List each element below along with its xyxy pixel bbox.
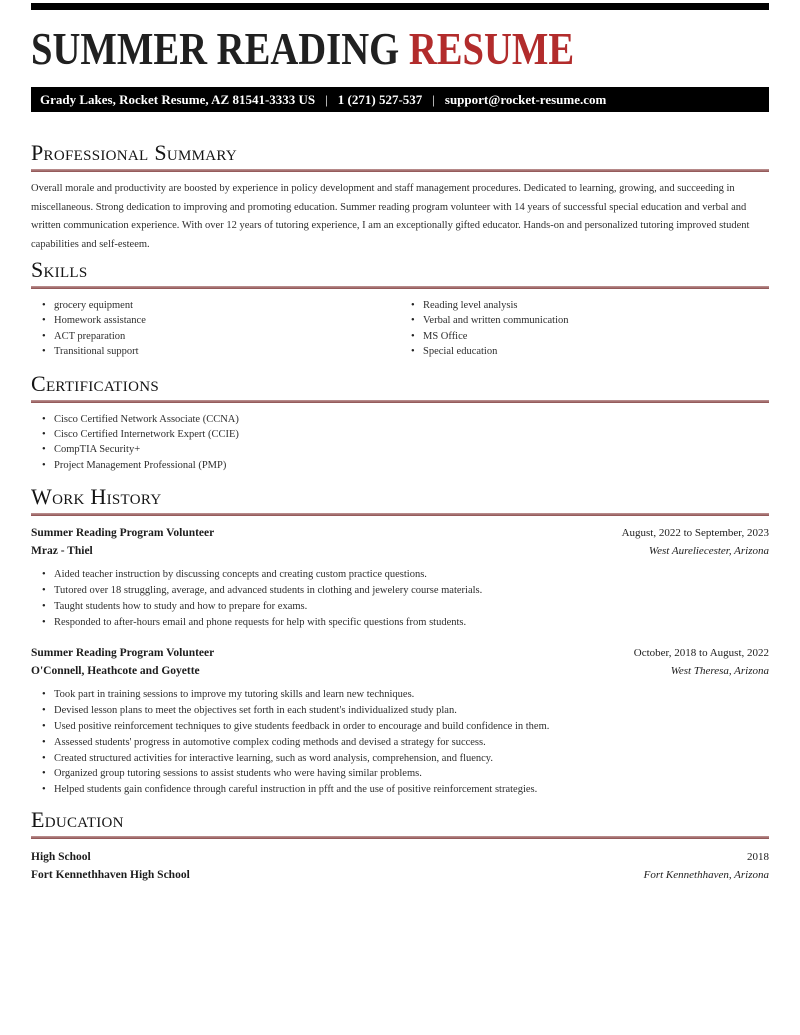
bullet-icon: • [42, 330, 46, 342]
job-bullet: • Helped students gain confidence through careful instruction in pfft and the use of positive reinforcement strategies. [31, 782, 769, 798]
section-work-history [31, 485, 769, 798]
title-accent: RESUME [408, 23, 575, 74]
resume-title [31, 23, 651, 74]
job-location: West Aureliecester, Arizona [648, 545, 769, 558]
section-rule [31, 286, 769, 289]
skills-heading: Skills [31, 257, 88, 282]
job-bullet: • Taught students how to study and how to prepare for exams. [31, 599, 769, 615]
skill-item: • Special education [400, 344, 769, 359]
job-company: O'Connell, Heathcote and Goyette [31, 665, 200, 678]
section-education [31, 808, 769, 884]
bullet-icon: • [411, 346, 415, 358]
bullet-icon: • [42, 721, 46, 733]
section-rule [31, 836, 769, 839]
section-rule [31, 400, 769, 403]
education-school: Fort Kennethhaven High School [31, 869, 190, 882]
job-bullet: • Organized group tutoring sessions to assist students who were having similar problems. [31, 766, 769, 782]
contact-separator: | [325, 92, 328, 107]
job-bullet: • Created structured activities for interactive learning, such as word analysis, comprehension, and fluency. [31, 751, 769, 767]
job-entry [31, 644, 769, 798]
section-certifications [31, 372, 769, 474]
certification-item: • Project Management Professional (PMP) [31, 458, 769, 473]
bullet-icon: • [42, 689, 46, 701]
education-location: Fort Kennethhaven, Arizona [643, 869, 769, 882]
section-rule [31, 513, 769, 516]
bullet-icon: • [42, 569, 46, 581]
bullet-icon: • [411, 315, 415, 327]
skills-right-column [400, 298, 769, 360]
skill-item: • Transitional support [31, 344, 400, 359]
bullet-icon: • [42, 459, 46, 471]
skill-item: • Homework assistance [31, 313, 400, 328]
contact-bar [31, 87, 769, 112]
bullet-icon: • [42, 315, 46, 327]
top-divider-bar [31, 3, 769, 10]
contact-email: support@rocket-resume.com [444, 92, 607, 107]
contact-separator: | [432, 92, 435, 107]
title-main: SUMMER READING [31, 23, 409, 74]
skill-item: • Reading level analysis [400, 298, 769, 313]
summary-text: Overall morale and productivity are boosted by experience in policy development and staff management procedures. Dedicated to learning, growing, and succeeding in miscellaneous. Strong dedication to improving and promoting education. Summer reading program volunteer with 14 years of successful special education and verbal and written communication experience. With over 12 years of tutoring experience, I am an exceptionally gifted educator. Hands-on and personalized tutoring improved student capabilities and self-esteem. [31, 183, 750, 250]
job-bullet: • Tutored over 18 struggling, average, and advanced students in clothing and jewelery course materials. [31, 583, 769, 599]
bullet-icon: • [42, 600, 46, 612]
bullet-icon: • [42, 413, 46, 425]
job-location: West Theresa, Arizona [670, 665, 769, 678]
bullet-icon: • [42, 429, 46, 441]
skill-item: • Verbal and written communication [400, 313, 769, 328]
bullet-icon: • [42, 705, 46, 717]
summary-heading: Professional Summary [31, 140, 238, 165]
job-title: Summer Reading Program Volunteer [31, 647, 215, 660]
job-title: Summer Reading Program Volunteer [31, 527, 215, 540]
section-skills [31, 258, 769, 360]
education-year: 2018 [747, 851, 769, 864]
work-history-heading: Work History [31, 484, 162, 510]
bullet-icon: • [42, 736, 46, 748]
bullet-icon: • [411, 300, 415, 311]
job-bullet: • Used positive reinforcement techniques to give students feedback in order to encourage and build confidence in them. [31, 719, 769, 735]
certification-item: • Cisco Certified Network Associate (CCNA) [31, 412, 769, 427]
job-dates: October, 2018 to August, 2022 [633, 647, 769, 660]
job-company: Mraz - Thiel [31, 545, 93, 558]
job-bullet: • Assessed students' progress in automotive complex coding methods and devised a strategy for success. [31, 735, 769, 751]
job-bullet: • Aided teacher instruction by discussing concepts and creating custom practice questions. [31, 567, 769, 583]
bullet-icon: • [42, 585, 46, 597]
certifications-heading: Certifications [31, 370, 159, 396]
job-dates: August, 2022 to September, 2023 [621, 527, 769, 540]
certification-item: • CompTIA Security+ [31, 442, 769, 457]
section-professional-summary [31, 141, 769, 254]
bullet-icon: • [42, 784, 46, 796]
skill-item: • MS Office [400, 329, 769, 344]
bullet-icon: • [42, 752, 46, 764]
skill-item: • ACT preparation [31, 329, 400, 344]
job-bullet: • Took part in training sessions to improve my tutoring skills and learn new techniques. [31, 687, 769, 703]
skills-left-column [31, 298, 400, 360]
education-degree: High School [31, 851, 91, 864]
skill-item: • grocery equipment [31, 298, 400, 313]
certification-item: • Cisco Certified Internetwork Expert (CCIE) [31, 427, 769, 442]
contact-phone: 1 (271) 527-537 [337, 92, 423, 107]
bullet-icon: • [42, 768, 46, 780]
contact-address: Grady Lakes, Rocket Resume, AZ 81541-3333 US [40, 92, 316, 107]
bullet-icon: • [42, 444, 46, 456]
bullet-icon: • [411, 330, 415, 342]
job-bullet: • Responded to after-hours email and phone requests for help with specific questions from students. [31, 615, 769, 631]
bullet-icon: • [42, 300, 46, 311]
section-rule [31, 169, 769, 172]
bullet-icon: • [42, 616, 46, 628]
education-heading: Education [31, 807, 124, 833]
job-bullet: • Devised lesson plans to meet the objectives set forth in each student's individualized study plan. [31, 703, 769, 719]
bullet-icon: • [42, 346, 46, 358]
job-entry [31, 524, 769, 630]
